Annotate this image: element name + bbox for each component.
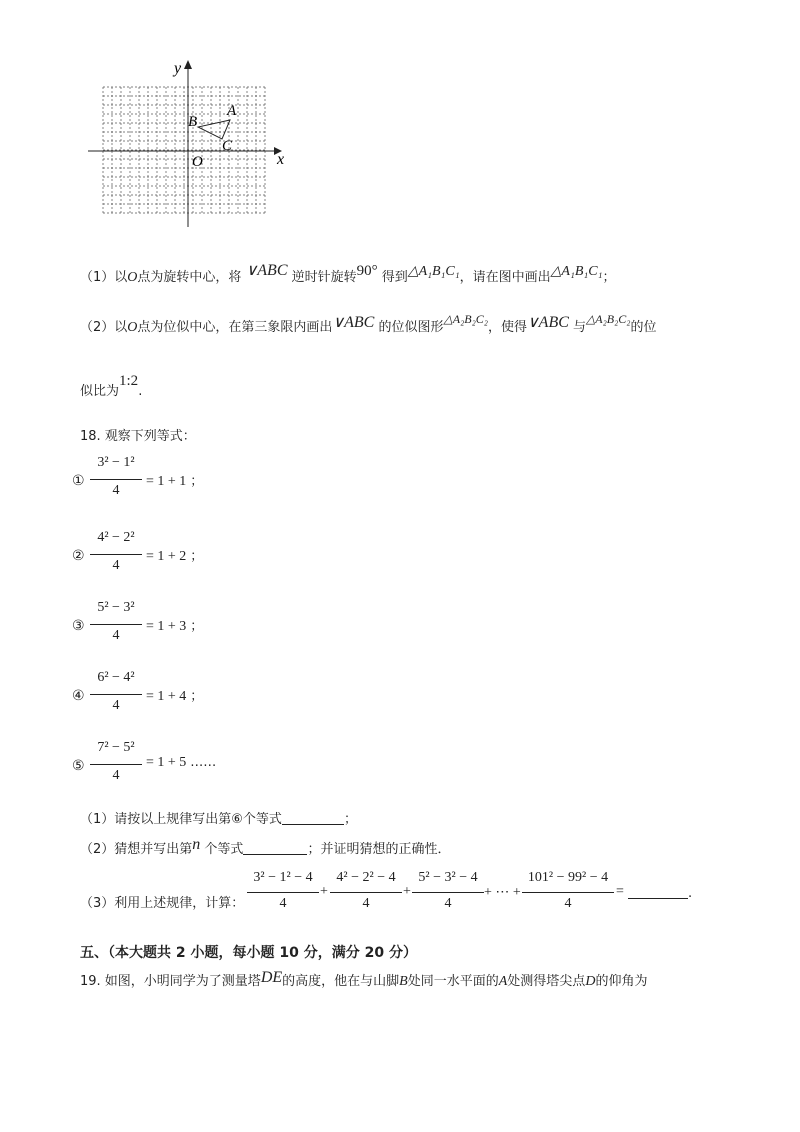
q17-p2-triangle-b: ∨ABC (526, 314, 569, 331)
equation-end: ； (190, 619, 204, 634)
q17-p2-pos: 的位 (630, 320, 657, 335)
point-c-label: C (222, 138, 233, 154)
sum-end: . (688, 886, 693, 901)
q19-text (80, 970, 647, 990)
q19-text-a: 19. 如图，小明同学为了测量塔 (80, 974, 261, 989)
triangle-abc (198, 120, 230, 139)
equation-marker: ① (72, 473, 85, 489)
equation-rhs-value: = 1 + 5 (146, 755, 187, 770)
q17-p1-triangle: ∨ABC (245, 262, 288, 279)
equation-marker: ③ (72, 618, 85, 634)
q17-p1-a1b1c1-b: △A₁B₁C₁ (550, 264, 603, 279)
q18-sub3-prefix: （3）利用上述规律，计算： (80, 896, 245, 911)
fraction-numerator: 7² − 5² (97, 740, 135, 755)
q17-p2-triangle: ∨ABC (332, 314, 375, 331)
fraction-denominator: 4 (112, 698, 120, 713)
fraction-bar (90, 479, 142, 480)
fraction-numerator: 3² − 1² (97, 455, 135, 470)
equation-rhs-value: = 1 + 1 (146, 474, 187, 489)
dashed-grid (103, 87, 265, 213)
equation-end: ； (190, 549, 204, 564)
fraction-denominator: 4 (362, 896, 370, 911)
q19-text-d: 处测得塔尖点 (507, 974, 586, 989)
q18-s1-text: （1）请按以上规律写出第⑥个等式 (80, 812, 282, 827)
q17-p2-prefix: （2）以 (80, 320, 128, 335)
fraction-numerator: 4² − 2² (97, 530, 135, 545)
coordinate-grid-figure (80, 55, 295, 230)
q17-p2-ratio: 1:2 (119, 373, 139, 389)
fraction-numerator: 4² − 2² − 4 (336, 870, 396, 885)
y-axis-arrow (184, 60, 192, 69)
plus-sign: + (403, 884, 411, 899)
equation-rhs-value: = 1 + 2 (146, 549, 187, 564)
q18-s2-end: ；并证明猜想的正确性． (307, 842, 451, 857)
fraction-denominator: 4 (279, 896, 287, 911)
fraction-bar (247, 892, 319, 893)
fraction-numerator: 6² − 4² (97, 670, 135, 685)
plus-sign: + (320, 884, 328, 899)
q19-a: A (498, 974, 508, 989)
q18-title: 18. 观察下列等式： (80, 429, 196, 444)
q19-text-c: 处同一水平面的 (407, 974, 499, 989)
answer-blank-3[interactable] (628, 886, 692, 901)
q19-text-b: 的高度，他在与山脚 (282, 974, 400, 989)
q17-part1 (80, 262, 616, 289)
fraction-bar (522, 892, 614, 893)
fraction-denominator: 4 (112, 768, 120, 783)
q17-p1-rotate: 逆时针旋转 (291, 270, 357, 285)
fraction-numerator: 3² − 1² − 4 (253, 870, 313, 885)
equation-marker: ④ (72, 688, 85, 704)
q17-p2-mid: 点为位似中心，在第三象限内画出 (137, 320, 333, 335)
q17-p1-a1b1c1: △A₁B₁C₁ (407, 264, 460, 279)
fraction-denominator: 4 (112, 558, 120, 573)
fraction-denominator: 4 (112, 628, 120, 643)
q19-b: B (399, 974, 408, 989)
fraction-bar (90, 624, 142, 625)
q19-de: DE (260, 969, 283, 986)
fraction-numerator: 5² − 3² − 4 (418, 870, 478, 885)
q19-text-e: 的仰角为 (595, 974, 648, 989)
q17-p2-line2: 似比为 (80, 384, 120, 399)
equation-rhs (146, 685, 203, 705)
fraction-bar (330, 892, 402, 893)
answer-blank-1[interactable] (282, 812, 344, 825)
fraction-bar (412, 892, 484, 893)
q18-s1-end: ； (343, 812, 357, 827)
q18-s2-n: n (192, 836, 201, 853)
q17-p2-o: O (127, 320, 138, 335)
q18-sub2 (80, 838, 450, 858)
q17-p2-a2b2c2-b: △A₂B₂C₂ (586, 312, 631, 326)
equation-end: ； (190, 474, 204, 489)
fraction-bar (90, 694, 142, 695)
origin-label: O (192, 154, 203, 170)
q19-d: D (585, 974, 596, 989)
q18-sub1 (80, 808, 357, 827)
q18-s2-prefix: （2）猜想并写出第 (80, 842, 193, 857)
fraction-denominator: 4 (564, 896, 572, 911)
point-b-label: B (188, 114, 198, 130)
section5-heading: 五、（本大题共 2 小题，每小题 10 分，满分 20 分） (80, 945, 417, 961)
fraction-denominator: 4 (112, 483, 120, 498)
equation-end: …… (190, 755, 217, 770)
q17-p2-sim: 的位似图形 (378, 320, 444, 335)
q18-s2-mid: 个等式 (204, 842, 244, 857)
answer-blank-3-line[interactable] (628, 886, 688, 899)
q17-p2-end: . (138, 384, 143, 399)
q17-p1-angle: 90° (356, 263, 378, 279)
fraction-bar (90, 554, 142, 555)
q17-p2-make: ，使得 (487, 320, 527, 335)
fraction-bar (90, 764, 142, 765)
equation-rhs-value: = 1 + 4 (146, 689, 187, 704)
equation-rhs (146, 755, 216, 771)
q17-p1-mid: 点为旋转中心，将 (137, 270, 242, 285)
y-axis-label: y (174, 60, 182, 77)
equals-sign: = (616, 884, 624, 899)
q17-p2-and: 与 (573, 320, 587, 335)
equation-marker: ⑤ (72, 758, 85, 774)
q17-p1-prefix: （1）以 (80, 270, 128, 285)
q17-p1-get: 得到 (381, 270, 408, 285)
q17-p1-draw: ，请在图中画出 (459, 270, 551, 285)
q17-part2 (80, 312, 657, 339)
equation-end: ； (190, 689, 204, 704)
answer-blank-2[interactable] (243, 842, 307, 855)
equation-marker: ② (72, 548, 85, 564)
fraction-numerator: 5² − 3² (97, 600, 135, 615)
fraction-denominator: 4 (444, 896, 452, 911)
ellipsis-plus: + ⋯ + (484, 885, 521, 900)
equation-rhs (146, 470, 203, 490)
fraction-numerator: 101² − 99² − 4 (527, 870, 609, 885)
q17-part2-line2 (80, 373, 143, 403)
point-a-label: A (227, 103, 237, 119)
equation-rhs (146, 615, 203, 635)
q17-p1-o: O (127, 270, 138, 285)
equation-rhs-value: = 1 + 3 (146, 619, 187, 634)
x-axis-label: x (277, 151, 285, 168)
q17-p1-end: ； (602, 270, 616, 285)
q17-p2-a2b2c2: △A₂B₂C₂ (443, 312, 488, 326)
equation-rhs (146, 545, 203, 565)
